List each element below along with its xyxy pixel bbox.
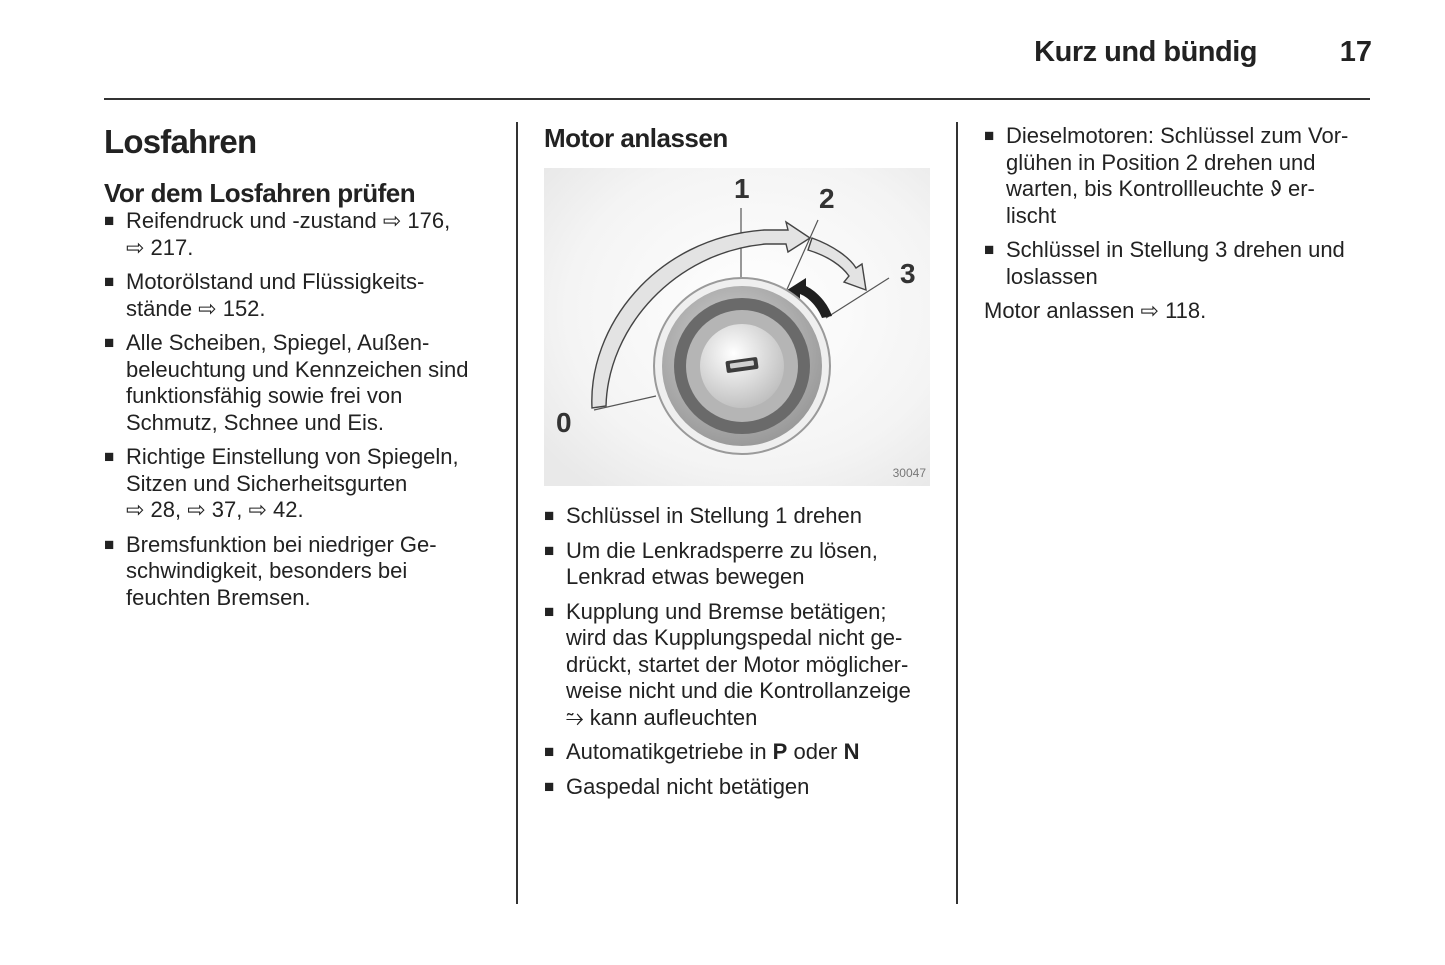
list-item bbox=[104, 208, 499, 261]
list-item-line: Lenkrad etwas bewegen bbox=[566, 564, 805, 589]
check-list bbox=[104, 208, 499, 611]
list-item bbox=[544, 538, 939, 591]
list-item bbox=[104, 269, 499, 322]
list-item-text: oder bbox=[787, 739, 844, 764]
gear-n-label: N bbox=[843, 739, 860, 764]
bullet-icon: ■ bbox=[984, 240, 995, 259]
list-item-line bbox=[1006, 176, 1379, 203]
list-item-line bbox=[566, 705, 939, 732]
list-item-line: Schlüssel in Stellung 1 drehen bbox=[566, 503, 862, 528]
list-item-line: lischt bbox=[1006, 202, 1057, 228]
bullet-icon: ■ bbox=[104, 211, 115, 230]
subheading-vor-dem-losfahren: Vor dem Losfahren prüfen bbox=[104, 178, 416, 208]
position-label-1: 1 bbox=[734, 173, 750, 204]
list-item-line: weise nicht und die Kontrollanzeige bbox=[566, 678, 911, 703]
list-item-line: Schmutz, Schnee und Eis. bbox=[126, 409, 385, 435]
list-item-line: glühen in Position 2 drehen und bbox=[1006, 149, 1316, 175]
list-item-line: Um die Lenkradsperre zu lösen, bbox=[566, 537, 878, 563]
column-losfahren bbox=[104, 120, 499, 619]
list-item-text: er- bbox=[1281, 176, 1315, 201]
list-item-line: Schlüssel in Stellung 3 drehen und bbox=[1006, 237, 1345, 262]
bullet-icon: ■ bbox=[544, 540, 555, 560]
list-item bbox=[544, 774, 939, 801]
gear-p-label: P bbox=[772, 739, 788, 764]
list-item-line: wird das Kupplungspedal nicht ge- bbox=[566, 625, 903, 650]
bullet-icon: ■ bbox=[984, 126, 995, 145]
list-item-line: Kupplung und Bremse betätigen; bbox=[566, 598, 887, 624]
ignition-switch-figure bbox=[544, 168, 930, 486]
list-item-line: Dieselmotoren: Schlüssel zum Vor- bbox=[1006, 123, 1349, 148]
start-steps-list bbox=[544, 503, 939, 800]
list-item-line: Reifendruck und -zustand ⇨ 176, bbox=[126, 208, 451, 233]
position-label-3: 3 bbox=[900, 258, 916, 289]
motor-anlassen-reference: Motor anlassen ⇨ 118. bbox=[984, 298, 1207, 323]
list-item-text: kann aufleuchten bbox=[583, 704, 758, 730]
bullet-icon: ■ bbox=[544, 601, 555, 621]
list-item bbox=[544, 503, 939, 530]
section-heading-motor-anlassen: Motor anlassen bbox=[544, 123, 728, 153]
bullet-icon: ■ bbox=[544, 506, 555, 525]
list-item-line: stände ⇨ 152. bbox=[126, 295, 266, 321]
bullet-icon: ■ bbox=[104, 447, 115, 466]
list-item-line: funktionsfähig sowie frei von bbox=[126, 383, 403, 408]
bullet-icon: ■ bbox=[104, 534, 115, 554]
list-item-text: Automatikgetriebe in bbox=[566, 739, 773, 764]
list-item-line: feuchten Bremsen. bbox=[126, 584, 311, 610]
figure-code: 30047 bbox=[892, 466, 926, 480]
ignition-diagram-icon bbox=[544, 168, 930, 486]
column-diesel bbox=[984, 120, 1379, 325]
bullet-icon: ■ bbox=[544, 776, 555, 796]
header-divider bbox=[104, 98, 1370, 100]
list-item-line: ⇨ 28, ⇨ 37, ⇨ 42. bbox=[126, 497, 304, 522]
column-motor-anlassen bbox=[544, 120, 939, 808]
list-item-line: loslassen bbox=[1006, 263, 1098, 289]
list-item-line bbox=[566, 739, 939, 766]
page-number: 17 bbox=[1339, 36, 1372, 68]
list-item bbox=[104, 330, 499, 436]
list-item-line: ⇨ 217. bbox=[126, 234, 194, 260]
preheat-coil-icon: ᱽ bbox=[1270, 176, 1282, 201]
list-item-line: Bremsfunktion bei niedriger Ge- bbox=[126, 531, 437, 557]
list-item-line: Sitzen und Sicherheitsgurten bbox=[126, 470, 408, 496]
list-item-text: warten, bis Kontrollleuchte bbox=[1006, 176, 1271, 201]
list-item bbox=[544, 739, 939, 766]
clutch-warning-icon: ⥲ bbox=[566, 704, 584, 730]
list-item bbox=[544, 599, 939, 732]
list-item bbox=[984, 123, 1379, 229]
list-item-line: beleuchtung und Kennzeichen sind bbox=[126, 356, 469, 382]
list-item-line: Gaspedal nicht betätigen bbox=[566, 773, 810, 799]
list-item-line: drückt, startet der Motor möglicher- bbox=[566, 651, 909, 677]
bullet-icon: ■ bbox=[104, 272, 115, 291]
column-divider-1 bbox=[516, 122, 518, 904]
list-item-line: Alle Scheiben, Spiegel, Außen- bbox=[126, 330, 430, 355]
list-item bbox=[104, 532, 499, 612]
diesel-list bbox=[984, 123, 1379, 290]
section-heading-losfahren: Losfahren bbox=[104, 123, 257, 160]
position-label-2: 2 bbox=[819, 183, 835, 214]
column-divider-2 bbox=[956, 122, 958, 904]
bullet-icon: ■ bbox=[104, 333, 115, 352]
list-item-line: Motorölstand und Flüssigkeits- bbox=[126, 269, 425, 294]
position-label-0: 0 bbox=[556, 407, 572, 438]
list-item bbox=[984, 237, 1379, 290]
list-item-line: schwindigkeit, besonders bei bbox=[126, 558, 408, 583]
page-header-title: Kurz und bündig bbox=[1034, 36, 1257, 68]
bullet-icon: ■ bbox=[544, 742, 555, 761]
list-item-line: Richtige Einstellung von Spiegeln, bbox=[126, 444, 459, 469]
list-item bbox=[104, 444, 499, 524]
